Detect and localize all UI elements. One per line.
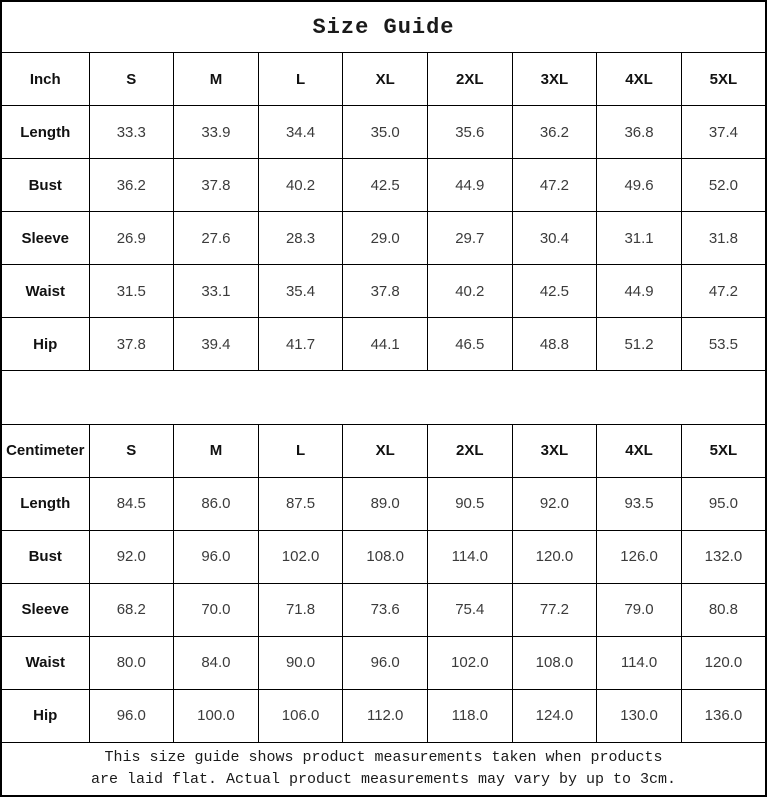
measurement-value: 35.6 bbox=[428, 106, 513, 159]
measurement-value: 51.2 bbox=[597, 318, 682, 371]
spacer-cell bbox=[1, 371, 766, 424]
measurement-label: Waist bbox=[1, 636, 89, 689]
measurement-value: 92.0 bbox=[89, 530, 174, 583]
measurement-row bbox=[1, 636, 766, 689]
measurement-value: 47.2 bbox=[681, 265, 766, 318]
page-title: Size Guide bbox=[1, 1, 766, 53]
size-column-header: 3XL bbox=[512, 53, 597, 106]
measurement-row bbox=[1, 583, 766, 636]
measurement-value: 126.0 bbox=[597, 530, 682, 583]
measurement-value: 90.0 bbox=[258, 636, 343, 689]
measurement-value: 29.0 bbox=[343, 212, 428, 265]
measurement-value: 31.1 bbox=[597, 212, 682, 265]
measurement-row bbox=[1, 530, 766, 583]
measurement-value: 27.6 bbox=[174, 212, 259, 265]
measurement-value: 30.4 bbox=[512, 212, 597, 265]
measurement-value: 124.0 bbox=[512, 689, 597, 742]
measurement-value: 33.9 bbox=[174, 106, 259, 159]
measurement-value: 70.0 bbox=[174, 583, 259, 636]
measurement-value: 77.2 bbox=[512, 583, 597, 636]
measurement-value: 48.8 bbox=[512, 318, 597, 371]
inch-section bbox=[1, 53, 766, 371]
measurement-value: 136.0 bbox=[681, 689, 766, 742]
measurement-value: 26.9 bbox=[89, 212, 174, 265]
size-column-header: S bbox=[89, 53, 174, 106]
footer-note-line2: are laid flat. Actual product measurements may vary by up to 3cm. bbox=[90, 770, 677, 788]
measurement-label: Bust bbox=[1, 159, 89, 212]
measurement-value: 102.0 bbox=[428, 636, 513, 689]
measurement-value: 33.1 bbox=[174, 265, 259, 318]
measurement-value: 34.4 bbox=[258, 106, 343, 159]
size-header-row bbox=[1, 53, 766, 106]
measurement-value: 108.0 bbox=[343, 530, 428, 583]
size-column-header: 2XL bbox=[428, 424, 513, 477]
measurement-value: 52.0 bbox=[681, 159, 766, 212]
measurement-value: 41.7 bbox=[258, 318, 343, 371]
measurement-value: 84.5 bbox=[89, 477, 174, 530]
centimeter-section bbox=[1, 424, 766, 742]
measurement-value: 114.0 bbox=[597, 636, 682, 689]
size-column-header: M bbox=[174, 424, 259, 477]
measurement-value: 36.2 bbox=[89, 159, 174, 212]
measurement-value: 44.9 bbox=[597, 265, 682, 318]
measurement-value: 118.0 bbox=[428, 689, 513, 742]
measurement-label: Waist bbox=[1, 265, 89, 318]
measurement-value: 112.0 bbox=[343, 689, 428, 742]
measurement-value: 87.5 bbox=[258, 477, 343, 530]
measurement-value: 120.0 bbox=[681, 636, 766, 689]
measurement-value: 71.8 bbox=[258, 583, 343, 636]
size-column-header: 4XL bbox=[597, 424, 682, 477]
size-column-header: XL bbox=[343, 53, 428, 106]
measurement-value: 89.0 bbox=[343, 477, 428, 530]
measurement-row bbox=[1, 689, 766, 742]
title-row bbox=[1, 1, 766, 53]
size-header-row bbox=[1, 424, 766, 477]
measurement-value: 93.5 bbox=[597, 477, 682, 530]
unit-label: Centimeter bbox=[1, 424, 89, 477]
measurement-value: 106.0 bbox=[258, 689, 343, 742]
measurement-value: 68.2 bbox=[89, 583, 174, 636]
measurement-value: 35.4 bbox=[258, 265, 343, 318]
measurement-value: 28.3 bbox=[258, 212, 343, 265]
measurement-value: 42.5 bbox=[343, 159, 428, 212]
measurement-value: 114.0 bbox=[428, 530, 513, 583]
measurement-value: 130.0 bbox=[597, 689, 682, 742]
spacer-row bbox=[1, 371, 766, 424]
measurement-row bbox=[1, 212, 766, 265]
measurement-label: Length bbox=[1, 477, 89, 530]
measurement-row bbox=[1, 477, 766, 530]
measurement-value: 100.0 bbox=[174, 689, 259, 742]
measurement-value: 75.4 bbox=[428, 583, 513, 636]
measurement-value: 47.2 bbox=[512, 159, 597, 212]
size-column-header: L bbox=[258, 53, 343, 106]
measurement-value: 102.0 bbox=[258, 530, 343, 583]
measurement-value: 120.0 bbox=[512, 530, 597, 583]
measurement-value: 86.0 bbox=[174, 477, 259, 530]
measurement-value: 35.0 bbox=[343, 106, 428, 159]
measurement-value: 84.0 bbox=[174, 636, 259, 689]
measurement-row bbox=[1, 159, 766, 212]
measurement-value: 40.2 bbox=[258, 159, 343, 212]
measurement-value: 37.8 bbox=[174, 159, 259, 212]
measurement-value: 96.0 bbox=[89, 689, 174, 742]
footer-row bbox=[1, 742, 766, 796]
measurement-value: 37.4 bbox=[681, 106, 766, 159]
measurement-value: 31.5 bbox=[89, 265, 174, 318]
footer-note-line1: This size guide shows product measurements taken when products bbox=[104, 749, 663, 767]
measurement-value: 80.8 bbox=[681, 583, 766, 636]
measurement-label: Hip bbox=[1, 318, 89, 371]
measurement-value: 36.2 bbox=[512, 106, 597, 159]
measurement-value: 31.8 bbox=[681, 212, 766, 265]
size-column-header: 4XL bbox=[597, 53, 682, 106]
measurement-label: Length bbox=[1, 106, 89, 159]
size-column-header: S bbox=[89, 424, 174, 477]
measurement-value: 132.0 bbox=[681, 530, 766, 583]
size-column-header: 5XL bbox=[681, 424, 766, 477]
measurement-label: Hip bbox=[1, 689, 89, 742]
measurement-value: 90.5 bbox=[428, 477, 513, 530]
measurement-value: 44.9 bbox=[428, 159, 513, 212]
measurement-label: Sleeve bbox=[1, 212, 89, 265]
measurement-row bbox=[1, 265, 766, 318]
measurement-value: 39.4 bbox=[174, 318, 259, 371]
measurement-value: 37.8 bbox=[89, 318, 174, 371]
measurement-label: Sleeve bbox=[1, 583, 89, 636]
measurement-value: 79.0 bbox=[597, 583, 682, 636]
measurement-value: 96.0 bbox=[343, 636, 428, 689]
measurement-row bbox=[1, 318, 766, 371]
size-column-header: 5XL bbox=[681, 53, 766, 106]
measurement-value: 49.6 bbox=[597, 159, 682, 212]
size-column-header: 2XL bbox=[428, 53, 513, 106]
measurement-value: 33.3 bbox=[89, 106, 174, 159]
measurement-value: 95.0 bbox=[681, 477, 766, 530]
measurement-row bbox=[1, 106, 766, 159]
measurement-value: 37.8 bbox=[343, 265, 428, 318]
unit-label: Inch bbox=[1, 53, 89, 106]
measurement-value: 29.7 bbox=[428, 212, 513, 265]
measurement-value: 36.8 bbox=[597, 106, 682, 159]
measurement-label: Bust bbox=[1, 530, 89, 583]
measurement-value: 92.0 bbox=[512, 477, 597, 530]
size-column-header: M bbox=[174, 53, 259, 106]
measurement-value: 96.0 bbox=[174, 530, 259, 583]
measurement-value: 80.0 bbox=[89, 636, 174, 689]
size-column-header: L bbox=[258, 424, 343, 477]
measurement-value: 53.5 bbox=[681, 318, 766, 371]
measurement-value: 42.5 bbox=[512, 265, 597, 318]
size-column-header: XL bbox=[343, 424, 428, 477]
measurement-value: 108.0 bbox=[512, 636, 597, 689]
measurement-value: 73.6 bbox=[343, 583, 428, 636]
measurement-value: 44.1 bbox=[343, 318, 428, 371]
footer-note bbox=[1, 742, 766, 796]
size-column-header: 3XL bbox=[512, 424, 597, 477]
measurement-value: 46.5 bbox=[428, 318, 513, 371]
measurement-value: 40.2 bbox=[428, 265, 513, 318]
